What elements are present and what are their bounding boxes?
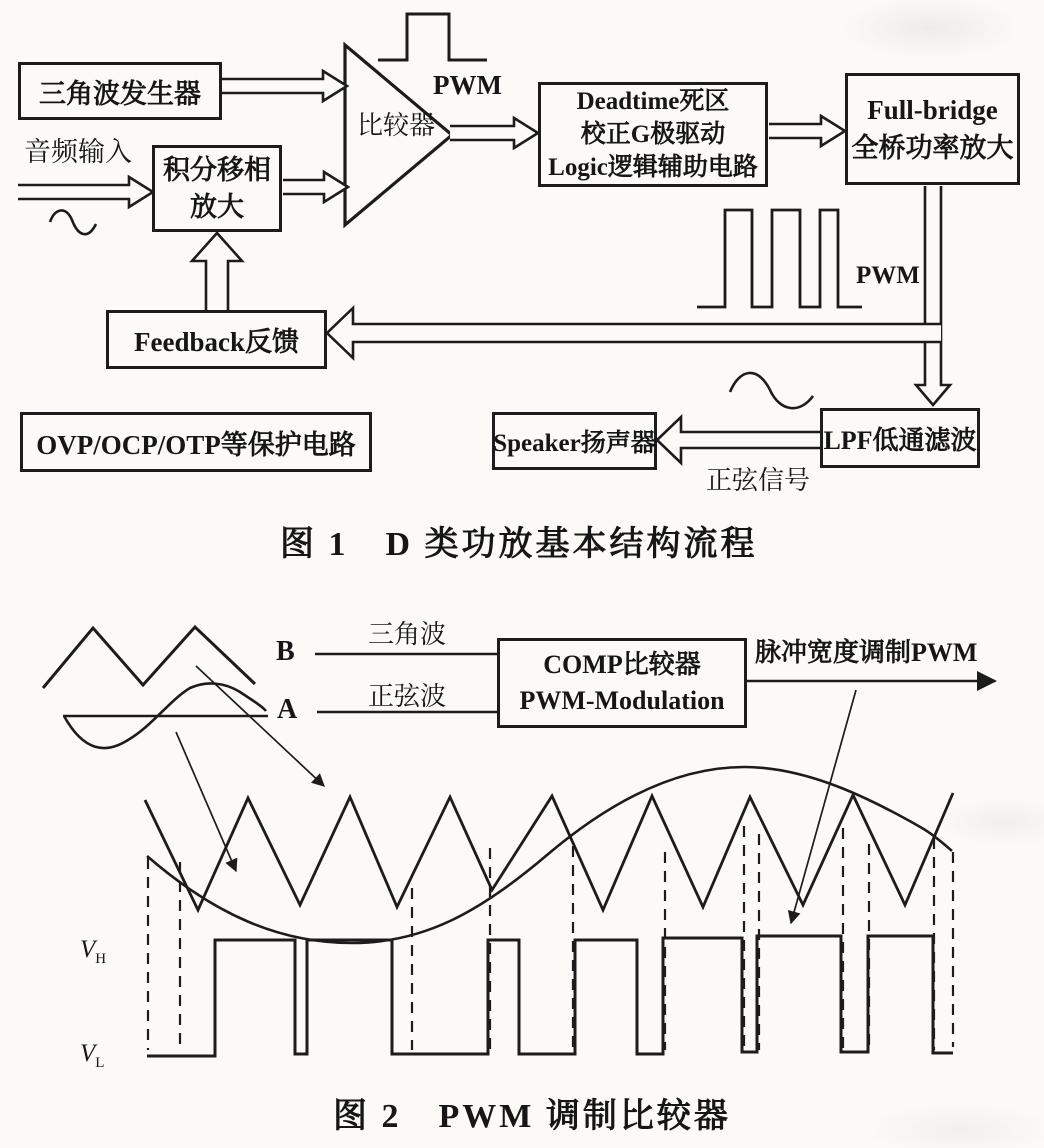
audio-input-label: 音频输入 [24,137,132,167]
block-full-bridge [845,73,1020,185]
arrow-comparator-to-deadtime [450,118,538,148]
block-triangle-generator [18,62,222,120]
block-label-line1: Full-bridge [867,95,998,125]
block-label-line2: PWM-Modulation [519,686,725,715]
block-label: Speaker扬声器 [493,430,656,457]
arrow-fullbridge-to-lpf [916,186,950,405]
audio-sine-icon [50,210,96,234]
vl-subscript: L [95,1055,105,1071]
pwm-label-top: PWM [433,70,502,100]
annotation-arrow-to-carrier [196,666,324,786]
pwm-output-label: 脉冲宽度调制PWM [755,638,978,667]
input-b-label: B [276,636,295,667]
figure2-caption: 图 2 PWM 调制比较器 [333,1098,731,1135]
vl-symbol: V [80,1040,96,1067]
block-label-line1: 积分移相 [163,154,271,185]
block-label-line3: Logic逻辑辅助电路 [548,154,758,181]
triangle-wave-label: 三角波 [368,620,447,649]
pwm-pulse-train-icon [697,210,862,307]
block-speaker [492,412,657,470]
block-label-line2: 校正G极驱动 [580,121,726,148]
arrow-lpf-to-speaker [657,417,820,463]
annotation-arrow-to-sine [176,732,236,871]
block-label: LPF低通滤波 [823,425,977,455]
vh-subscript: H [95,951,107,967]
arrow-audio-to-integrator [18,177,153,207]
pwm-output-wave [147,936,953,1056]
figure1-caption: 图 1 D 类功放基本结构流程 [280,526,758,563]
arrow-trigen-to-comparator [222,71,347,101]
block-comp-modulator [497,638,747,728]
pulse-icon [378,14,487,60]
block-label: Feedback反馈 [134,327,299,357]
block-label-line2: 放大 [190,191,244,222]
sketch-triangle-wave [43,627,255,688]
block-protection-circuit [20,412,372,472]
output-sine-icon [730,373,813,408]
block-label: 三角波发生器 [39,78,201,109]
modulating-sine-wave [147,767,952,943]
block-label: OVP/OCP/OTP等保护电路 [36,429,356,460]
vl-level-label [80,1040,104,1072]
input-a-label: A [277,694,298,725]
block-deadtime-logic [538,82,768,187]
comparator-label: 比较器 [357,111,436,140]
block-label-line1: Deadtime死区 [576,88,730,115]
carrier-triangle-wave [145,793,953,910]
sine-signal-label: 正弦信号 [706,466,811,495]
arrow-feedback-to-integrator [192,233,242,310]
block-integrator-phase-amp [152,145,282,232]
arrow-integrator-to-comparator [283,172,348,202]
block-lpf [820,408,980,468]
arrow-deadtime-to-fullbridge [769,116,845,146]
vh-symbol: V [80,936,96,963]
pwm-label-mid: PWM [856,262,920,289]
block-feedback [106,310,327,369]
vh-level-label [80,936,106,968]
block-label-line1: COMP比较器 [543,650,701,679]
arrow-to-feedback [327,308,941,358]
sine-wave-label: 正弦波 [368,682,447,711]
block-label-line2: 全桥功率放大 [851,133,1014,163]
crossing-dashed-lines [148,826,953,1050]
